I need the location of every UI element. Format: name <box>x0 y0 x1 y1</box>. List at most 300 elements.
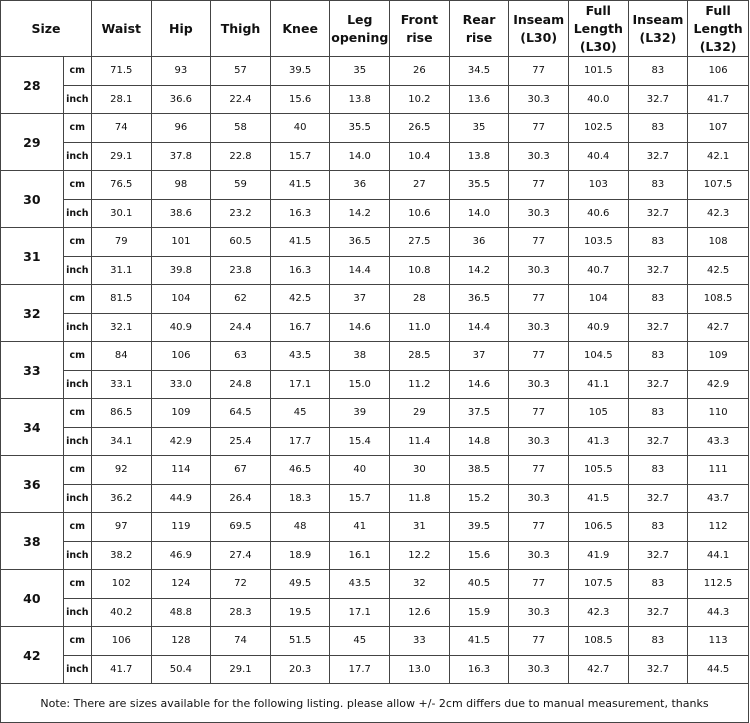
measurement-cell: 101.5 <box>568 57 628 86</box>
column-header <box>568 1 628 57</box>
unit-label: cm <box>63 627 91 656</box>
size-label: 36 <box>1 456 64 513</box>
measurement-cell: 43.5 <box>330 570 390 599</box>
measurement-cell: 103.5 <box>568 228 628 257</box>
measurement-cell: 36 <box>449 228 509 257</box>
measurement-cell: 24.8 <box>211 370 271 399</box>
measurement-cell: 112 <box>688 513 749 542</box>
column-header-line: rise <box>406 29 433 45</box>
size-label: 40 <box>1 570 64 627</box>
measurement-cell: 32.7 <box>628 598 688 627</box>
column-header <box>390 1 450 57</box>
unit-label: cm <box>63 114 91 143</box>
measurement-cell: 26.4 <box>211 484 271 513</box>
unit-label: cm <box>63 228 91 257</box>
measurement-cell: 102.5 <box>568 114 628 143</box>
measurement-cell: 83 <box>628 285 688 314</box>
measurement-cell: 14.2 <box>330 199 390 228</box>
measurement-cell: 42.7 <box>688 313 749 342</box>
measurement-cell: 17.1 <box>270 370 330 399</box>
measurement-cell: 41.3 <box>568 427 628 456</box>
measurement-cell: 114 <box>151 456 211 485</box>
measurement-cell: 40.4 <box>568 142 628 171</box>
size-row-cm <box>1 57 749 86</box>
measurement-cell: 11.4 <box>390 427 450 456</box>
measurement-cell: 84 <box>91 342 151 371</box>
measurement-cell: 32.1 <box>91 313 151 342</box>
measurement-cell: 10.8 <box>390 256 450 285</box>
measurement-cell: 10.6 <box>390 199 450 228</box>
measurement-cell: 30.3 <box>509 256 569 285</box>
size-label: 34 <box>1 399 64 456</box>
measurement-cell: 13.0 <box>390 655 450 684</box>
measurement-cell: 11.2 <box>390 370 450 399</box>
measurement-cell: 29 <box>390 399 450 428</box>
measurement-cell: 107 <box>688 114 749 143</box>
measurement-cell: 30.3 <box>509 199 569 228</box>
column-header-line: Thigh <box>220 20 261 36</box>
measurement-cell: 14.4 <box>330 256 390 285</box>
measurement-cell: 108 <box>688 228 749 257</box>
measurement-cell: 12.6 <box>390 598 450 627</box>
measurement-cell: 16.3 <box>449 655 509 684</box>
measurement-cell: 79 <box>91 228 151 257</box>
measurement-cell: 74 <box>211 627 271 656</box>
measurement-cell: 14.0 <box>330 142 390 171</box>
measurement-cell: 40.7 <box>568 256 628 285</box>
measurement-cell: 30.3 <box>509 142 569 171</box>
measurement-cell: 71.5 <box>91 57 151 86</box>
measurement-cell: 98 <box>151 171 211 200</box>
measurement-cell: 59 <box>211 171 271 200</box>
measurement-cell: 15.6 <box>449 541 509 570</box>
measurement-cell: 103 <box>568 171 628 200</box>
measurement-cell: 23.8 <box>211 256 271 285</box>
size-row-cm <box>1 228 749 257</box>
measurement-cell: 16.3 <box>270 199 330 228</box>
measurement-cell: 83 <box>628 627 688 656</box>
measurement-cell: 51.5 <box>270 627 330 656</box>
measurement-cell: 41.1 <box>568 370 628 399</box>
measurement-cell: 102 <box>91 570 151 599</box>
measurement-cell: 30.3 <box>509 370 569 399</box>
measurement-cell: 43.7 <box>688 484 749 513</box>
measurement-cell: 32.7 <box>628 199 688 228</box>
column-header-line: Inseam <box>513 11 565 27</box>
measurement-cell: 32.7 <box>628 370 688 399</box>
measurement-cell: 17.1 <box>330 598 390 627</box>
measurement-cell: 42.9 <box>151 427 211 456</box>
size-row-cm <box>1 456 749 485</box>
measurement-cell: 22.8 <box>211 142 271 171</box>
measurement-cell: 28.3 <box>211 598 271 627</box>
measurement-cell: 15.4 <box>330 427 390 456</box>
measurement-cell: 36 <box>330 171 390 200</box>
measurement-cell: 40.9 <box>151 313 211 342</box>
measurement-cell: 35.5 <box>449 171 509 200</box>
measurement-cell: 64.5 <box>211 399 271 428</box>
measurement-cell: 83 <box>628 570 688 599</box>
measurement-cell: 77 <box>509 513 569 542</box>
size-row-cm <box>1 627 749 656</box>
measurement-cell: 37.5 <box>449 399 509 428</box>
measurement-cell: 83 <box>628 513 688 542</box>
unit-label: cm <box>63 57 91 86</box>
unit-label: cm <box>63 171 91 200</box>
measurement-cell: 27 <box>390 171 450 200</box>
size-row-cm <box>1 399 749 428</box>
measurement-cell: 27.5 <box>390 228 450 257</box>
measurement-cell: 77 <box>509 114 569 143</box>
measurement-cell: 48.8 <box>151 598 211 627</box>
measurement-cell: 13.8 <box>449 142 509 171</box>
measurement-cell: 77 <box>509 171 569 200</box>
measurement-cell: 33.1 <box>91 370 151 399</box>
measurement-cell: 105 <box>568 399 628 428</box>
column-header-line: (L30) <box>579 38 617 54</box>
measurement-cell: 92 <box>91 456 151 485</box>
size-row-inch <box>1 256 749 285</box>
size-row-inch <box>1 142 749 171</box>
measurement-cell: 17.7 <box>330 655 390 684</box>
measurement-cell: 32.7 <box>628 85 688 114</box>
size-rows <box>1 57 749 684</box>
measurement-cell: 106 <box>91 627 151 656</box>
measurement-cell: 42.7 <box>568 655 628 684</box>
measurement-cell: 96 <box>151 114 211 143</box>
unit-label: cm <box>63 513 91 542</box>
measurement-cell: 14.6 <box>330 313 390 342</box>
size-row-inch <box>1 85 749 114</box>
measurement-cell: 32.7 <box>628 541 688 570</box>
unit-label: cm <box>63 399 91 428</box>
measurement-cell: 14.2 <box>449 256 509 285</box>
measurement-cell: 62 <box>211 285 271 314</box>
column-header-line: Front <box>400 11 439 27</box>
measurement-cell: 34.5 <box>449 57 509 86</box>
column-header-line: Full <box>705 2 731 18</box>
measurement-cell: 43.5 <box>270 342 330 371</box>
measurement-cell: 15.6 <box>270 85 330 114</box>
measurement-cell: 77 <box>509 228 569 257</box>
unit-label: cm <box>63 342 91 371</box>
measurement-cell: 27.4 <box>211 541 271 570</box>
measurement-cell: 26 <box>390 57 450 86</box>
size-row-inch <box>1 199 749 228</box>
measurement-cell: 40 <box>330 456 390 485</box>
measurement-cell: 30.3 <box>509 655 569 684</box>
unit-label: inch <box>63 541 91 570</box>
size-row-cm <box>1 570 749 599</box>
size-label: 38 <box>1 513 64 570</box>
measurement-cell: 32.7 <box>628 313 688 342</box>
measurement-cell: 109 <box>151 399 211 428</box>
measurement-cell: 30.3 <box>509 313 569 342</box>
measurement-cell: 32.7 <box>628 427 688 456</box>
measurement-cell: 32.7 <box>628 142 688 171</box>
measurement-cell: 113 <box>688 627 749 656</box>
size-row-cm <box>1 285 749 314</box>
measurement-cell: 83 <box>628 456 688 485</box>
measurement-cell: 48 <box>270 513 330 542</box>
column-header <box>151 1 211 57</box>
size-row-inch <box>1 484 749 513</box>
measurement-cell: 35 <box>330 57 390 86</box>
size-row-cm <box>1 114 749 143</box>
column-header-line: Waist <box>101 20 142 36</box>
note-row <box>1 684 749 723</box>
unit-label: inch <box>63 655 91 684</box>
size-row-cm <box>1 513 749 542</box>
measurement-cell: 39.5 <box>270 57 330 86</box>
unit-label: inch <box>63 370 91 399</box>
measurement-cell: 63 <box>211 342 271 371</box>
measurement-cell: 104.5 <box>568 342 628 371</box>
measurement-cell: 67 <box>211 456 271 485</box>
measurement-cell: 38.2 <box>91 541 151 570</box>
column-header-line: (L30) <box>520 29 558 45</box>
measurement-cell: 28 <box>390 285 450 314</box>
size-row-inch <box>1 427 749 456</box>
size-label: 31 <box>1 228 64 285</box>
column-header <box>509 1 569 57</box>
measurement-cell: 39.5 <box>449 513 509 542</box>
measurement-cell: 101 <box>151 228 211 257</box>
measurement-cell: 38.6 <box>151 199 211 228</box>
column-header-line: Inseam <box>632 11 684 27</box>
measurement-cell: 38 <box>330 342 390 371</box>
measurement-cell: 81.5 <box>91 285 151 314</box>
measurement-cell: 30.3 <box>509 598 569 627</box>
measurement-cell: 24.4 <box>211 313 271 342</box>
measurement-cell: 13.6 <box>449 85 509 114</box>
measurement-cell: 36.5 <box>449 285 509 314</box>
measurement-cell: 111 <box>688 456 749 485</box>
column-header <box>211 1 271 57</box>
measurement-cell: 37.8 <box>151 142 211 171</box>
size-label: 32 <box>1 285 64 342</box>
measurement-cell: 42.9 <box>688 370 749 399</box>
measurement-cell: 57 <box>211 57 271 86</box>
measurement-cell: 15.0 <box>330 370 390 399</box>
measurement-cell: 49.5 <box>270 570 330 599</box>
measurement-cell: 42.5 <box>688 256 749 285</box>
measurement-cell: 36.5 <box>330 228 390 257</box>
measurement-cell: 20.3 <box>270 655 330 684</box>
unit-label: inch <box>63 484 91 513</box>
measurement-cell: 119 <box>151 513 211 542</box>
measurement-cell: 29.1 <box>211 655 271 684</box>
measurement-cell: 14.0 <box>449 199 509 228</box>
measurement-cell: 106.5 <box>568 513 628 542</box>
measurement-cell: 32.7 <box>628 484 688 513</box>
measurement-cell: 40.5 <box>449 570 509 599</box>
size-row-inch <box>1 370 749 399</box>
measurement-cell: 106 <box>688 57 749 86</box>
measurement-cell: 32 <box>390 570 450 599</box>
measurement-cell: 33.0 <box>151 370 211 399</box>
column-header-line: Knee <box>282 20 318 36</box>
size-row-cm <box>1 171 749 200</box>
unit-label: inch <box>63 256 91 285</box>
measurement-cell: 108.5 <box>568 627 628 656</box>
unit-label: inch <box>63 313 91 342</box>
measurement-cell: 43.3 <box>688 427 749 456</box>
measurement-cell: 19.5 <box>270 598 330 627</box>
column-header-line: (L32) <box>639 29 677 45</box>
size-label: 29 <box>1 114 64 171</box>
measurement-cell: 45 <box>330 627 390 656</box>
unit-label: inch <box>63 427 91 456</box>
unit-label: inch <box>63 199 91 228</box>
column-header-line: Leg <box>347 11 373 27</box>
measurement-cell: 44.3 <box>688 598 749 627</box>
column-header-line: Length <box>693 20 743 36</box>
measurement-cell: 17.7 <box>270 427 330 456</box>
measurement-cell: 41.7 <box>688 85 749 114</box>
measurement-cell: 83 <box>628 171 688 200</box>
measurement-cell: 16.3 <box>270 256 330 285</box>
unit-label: inch <box>63 85 91 114</box>
column-header <box>91 1 151 57</box>
measurement-cell: 40.6 <box>568 199 628 228</box>
measurement-cell: 38.5 <box>449 456 509 485</box>
unit-label: cm <box>63 456 91 485</box>
header-row <box>1 1 749 57</box>
measurement-cell: 110 <box>688 399 749 428</box>
measurement-cell: 124 <box>151 570 211 599</box>
measurement-cell: 28.5 <box>390 342 450 371</box>
measurement-cell: 35.5 <box>330 114 390 143</box>
column-header-line: Rear rise <box>462 11 496 45</box>
measurement-cell: 15.2 <box>449 484 509 513</box>
measurement-cell: 83 <box>628 399 688 428</box>
measurement-cell: 28.1 <box>91 85 151 114</box>
measurement-cell: 86.5 <box>91 399 151 428</box>
measurement-cell: 37 <box>449 342 509 371</box>
measurement-cell: 40.2 <box>91 598 151 627</box>
column-header-line: Length <box>573 20 623 36</box>
measurement-cell: 77 <box>509 627 569 656</box>
measurement-cell: 14.6 <box>449 370 509 399</box>
measurement-cell: 41.5 <box>568 484 628 513</box>
measurement-cell: 104 <box>568 285 628 314</box>
measurement-cell: 15.7 <box>270 142 330 171</box>
measurement-cell: 72 <box>211 570 271 599</box>
measurement-cell: 29.1 <box>91 142 151 171</box>
measurement-cell: 106 <box>151 342 211 371</box>
measurement-cell: 10.2 <box>390 85 450 114</box>
column-header <box>688 1 749 57</box>
measurement-cell: 36.2 <box>91 484 151 513</box>
measurement-cell: 32.7 <box>628 256 688 285</box>
measurement-cell: 46.5 <box>270 456 330 485</box>
measurement-cell: 77 <box>509 285 569 314</box>
measurement-cell: 10.4 <box>390 142 450 171</box>
measurement-cell: 77 <box>509 570 569 599</box>
measurement-cell: 31 <box>390 513 450 542</box>
measurement-cell: 77 <box>509 57 569 86</box>
unit-label: inch <box>63 142 91 171</box>
column-header <box>330 1 390 57</box>
measurement-cell: 34.1 <box>91 427 151 456</box>
size-row-cm <box>1 342 749 371</box>
measurement-cell: 32.7 <box>628 655 688 684</box>
unit-label: inch <box>63 598 91 627</box>
measurement-cell: 36.6 <box>151 85 211 114</box>
measurement-cell: 39 <box>330 399 390 428</box>
column-header-line: (L32) <box>699 38 737 54</box>
measurement-cell: 14.8 <box>449 427 509 456</box>
column-header <box>449 1 509 57</box>
measurement-cell: 18.9 <box>270 541 330 570</box>
measurement-cell: 128 <box>151 627 211 656</box>
measurement-cell: 41.5 <box>270 228 330 257</box>
measurement-cell: 112.5 <box>688 570 749 599</box>
measurement-cell: 42.1 <box>688 142 749 171</box>
measurement-cell: 25.4 <box>211 427 271 456</box>
measurement-cell: 18.3 <box>270 484 330 513</box>
measurement-cell: 30.1 <box>91 199 151 228</box>
measurement-cell: 83 <box>628 114 688 143</box>
measurement-cell: 15.7 <box>330 484 390 513</box>
measurement-cell: 50.4 <box>151 655 211 684</box>
measurement-cell: 97 <box>91 513 151 542</box>
measurement-cell: 69.5 <box>211 513 271 542</box>
measurement-cell: 44.1 <box>688 541 749 570</box>
measurement-cell: 77 <box>509 399 569 428</box>
column-header-line: opening <box>331 29 389 45</box>
measurement-cell: 83 <box>628 57 688 86</box>
note-text: Note: There are sizes available for the following listing. please allow +/- 2cm differs due to manual measurement, thanks <box>1 684 749 723</box>
size-row-inch <box>1 655 749 684</box>
measurement-cell: 107.5 <box>688 171 749 200</box>
measurement-cell: 30.3 <box>509 427 569 456</box>
measurement-cell: 33 <box>390 627 450 656</box>
measurement-cell: 44.5 <box>688 655 749 684</box>
measurement-cell: 83 <box>628 342 688 371</box>
column-header-line: Full <box>585 2 611 18</box>
measurement-cell: 76.5 <box>91 171 151 200</box>
measurement-cell: 26.5 <box>390 114 450 143</box>
measurement-cell: 37 <box>330 285 390 314</box>
measurement-cell: 41.7 <box>91 655 151 684</box>
size-label: 42 <box>1 627 64 684</box>
size-label: 28 <box>1 57 64 114</box>
size-row-inch <box>1 541 749 570</box>
column-header <box>270 1 330 57</box>
size-label: 30 <box>1 171 64 228</box>
size-label: 33 <box>1 342 64 399</box>
measurement-cell: 41.5 <box>449 627 509 656</box>
measurement-cell: 58 <box>211 114 271 143</box>
measurement-cell: 14.4 <box>449 313 509 342</box>
measurement-cell: 16.1 <box>330 541 390 570</box>
measurement-cell: 40.9 <box>568 313 628 342</box>
measurement-cell: 40 <box>270 114 330 143</box>
size-row-inch <box>1 313 749 342</box>
measurement-cell: 13.8 <box>330 85 390 114</box>
measurement-cell: 12.2 <box>390 541 450 570</box>
measurement-cell: 30.3 <box>509 85 569 114</box>
measurement-cell: 45 <box>270 399 330 428</box>
size-header: Size <box>1 1 92 57</box>
measurement-cell: 22.4 <box>211 85 271 114</box>
measurement-cell: 104 <box>151 285 211 314</box>
measurement-cell: 30.3 <box>509 541 569 570</box>
measurement-cell: 41.5 <box>270 171 330 200</box>
measurement-cell: 83 <box>628 228 688 257</box>
